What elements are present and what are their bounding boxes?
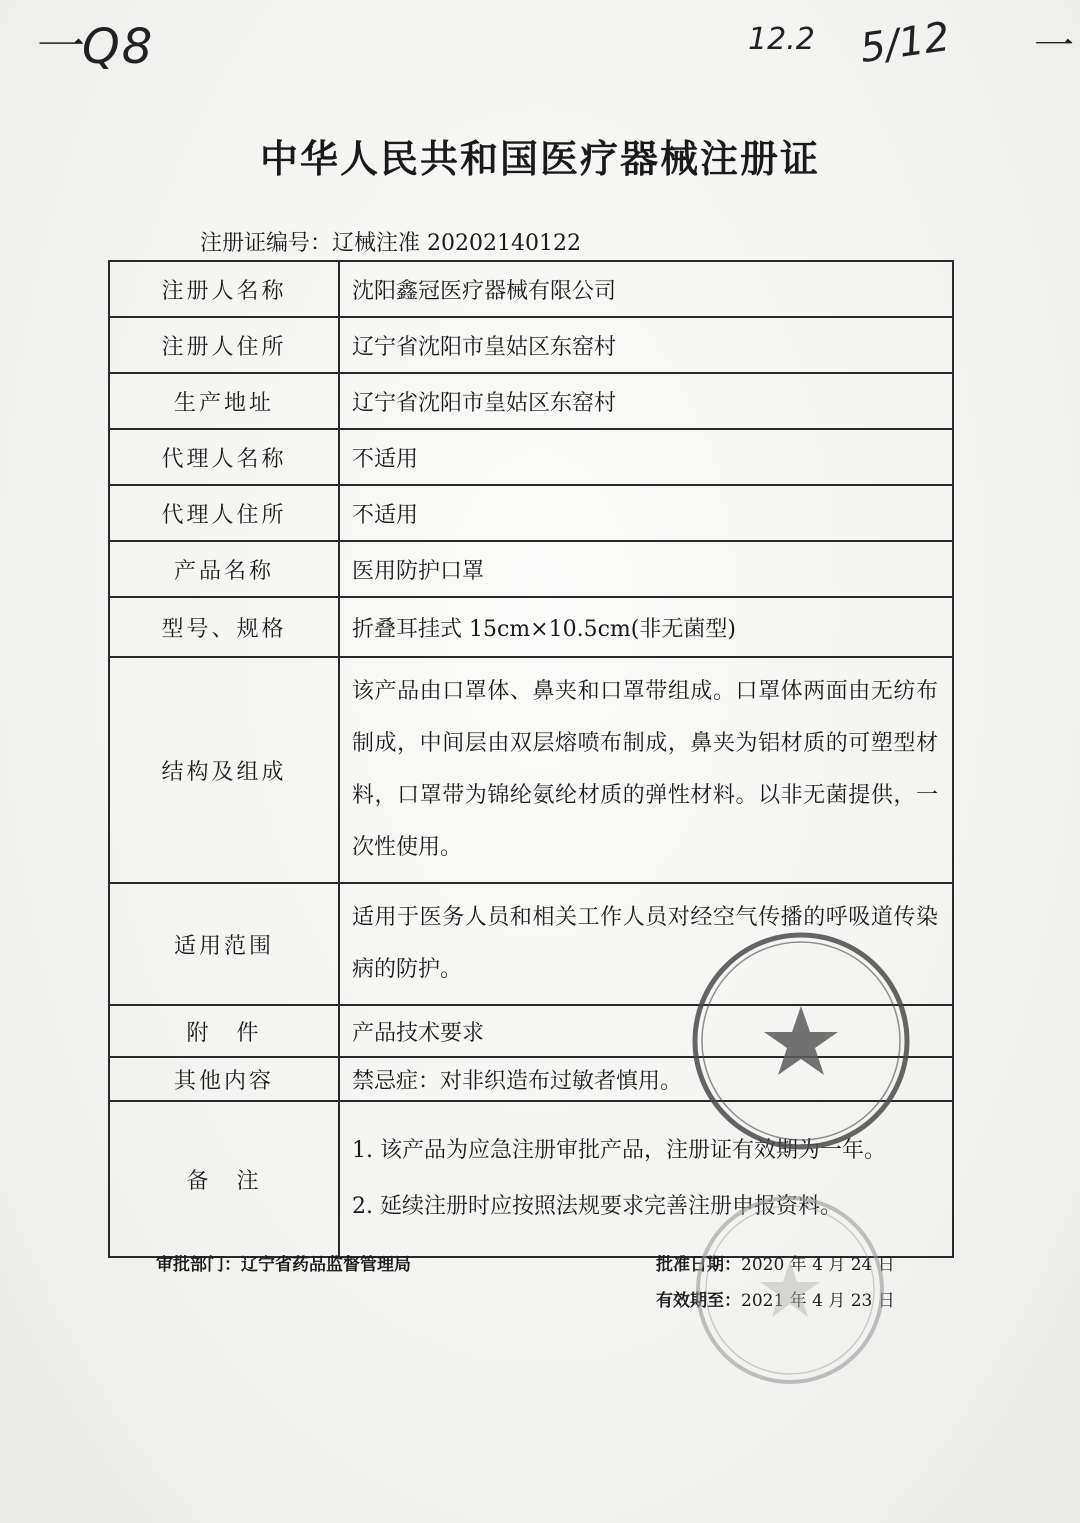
row-structure: [109, 657, 953, 883]
row-label: 型号、规格: [109, 597, 339, 657]
notes-label: 备 注: [109, 1101, 339, 1257]
row-value: 辽宁省沈阳市皇姑区东窑村: [339, 317, 953, 373]
row-value: 沈阳鑫冠医疗器械有限公司: [339, 261, 953, 317]
row-value: 折叠耳挂式 15cm×10.5cm(非无菌型): [339, 597, 953, 657]
approval-date-label: 批准日期：: [656, 1255, 741, 1275]
row-value: 医用防护口罩: [339, 541, 953, 597]
company-seal: [688, 928, 914, 1154]
valid-until-label: 有效期至：: [656, 1291, 741, 1311]
row-product-name: [109, 541, 953, 597]
row-value: 辽宁省沈阳市皇姑区东窑村: [339, 373, 953, 429]
authority-seal: [690, 1190, 890, 1390]
row-agent-address: [109, 485, 953, 541]
row-value: 不适用: [339, 429, 953, 485]
handwritten-mark-left: 一Q8: [32, 19, 155, 75]
row-registrant-name: [109, 261, 953, 317]
row-value: 该产品由口罩体、鼻夹和口罩带组成。口罩体两面由无纺布制成，中间层由双层熔喷布制成，鼻夹为铝材质的可塑型材料，口罩带为锦纶氨纶材质的弹性材料。以非无菌提供，一次性使用。: [339, 657, 953, 883]
document-title: 中华人民共和国医疗器械注册证: [259, 137, 820, 181]
row-value: 适用于医务人员和相关工作人员对经空气传播的呼吸道传染病的防护。: [339, 883, 953, 1005]
valid-until-value: 2021 年 4 月 23 日: [741, 1291, 895, 1311]
row-value: 不适用: [339, 485, 953, 541]
handwritten-date: 12.2: [748, 22, 815, 57]
approval-department-value: 辽宁省药品监督管理局: [241, 1255, 411, 1275]
row-label: 代理人名称: [109, 429, 339, 485]
row-registrant-address: [109, 317, 953, 373]
row-label: 其他内容: [109, 1057, 339, 1101]
registration-number-value: 辽械注准 20202140122: [332, 231, 581, 256]
row-label: 生产地址: [109, 373, 339, 429]
row-label: 代理人住所: [109, 485, 339, 541]
row-agent-name: [109, 429, 953, 485]
row-value: 产品技术要求: [339, 1005, 953, 1057]
approval-department-label: 审批部门：: [156, 1255, 241, 1275]
approval-department: [156, 1250, 411, 1275]
row-label: 附 件: [109, 1005, 339, 1057]
row-label: 产品名称: [109, 541, 339, 597]
row-value: 禁忌症：对非织造布过敏者慎用。: [339, 1057, 953, 1101]
note-item: 2. 延续注册时应按照法规要求完善注册申报资料。: [352, 1194, 842, 1219]
note-item: 1. 该产品为应急注册审批产品，注册证有效期为一年。: [352, 1138, 886, 1163]
row-model-spec: [109, 597, 953, 657]
row-label: 注册人住所: [109, 317, 339, 373]
row-label: 注册人名称: [109, 261, 339, 317]
row-label: 结构及组成: [109, 657, 339, 883]
row-production-address: [109, 373, 953, 429]
handwritten-mark-right: 一: [1034, 23, 1074, 69]
approval-date-value: 2020 年 4 月 24 日: [741, 1255, 895, 1275]
registration-number-label: 注册证编号：: [200, 231, 333, 256]
row-label: 适用范围: [109, 883, 339, 1005]
registration-number-line: [200, 226, 581, 257]
handwritten-signature: 5/12: [857, 13, 953, 73]
